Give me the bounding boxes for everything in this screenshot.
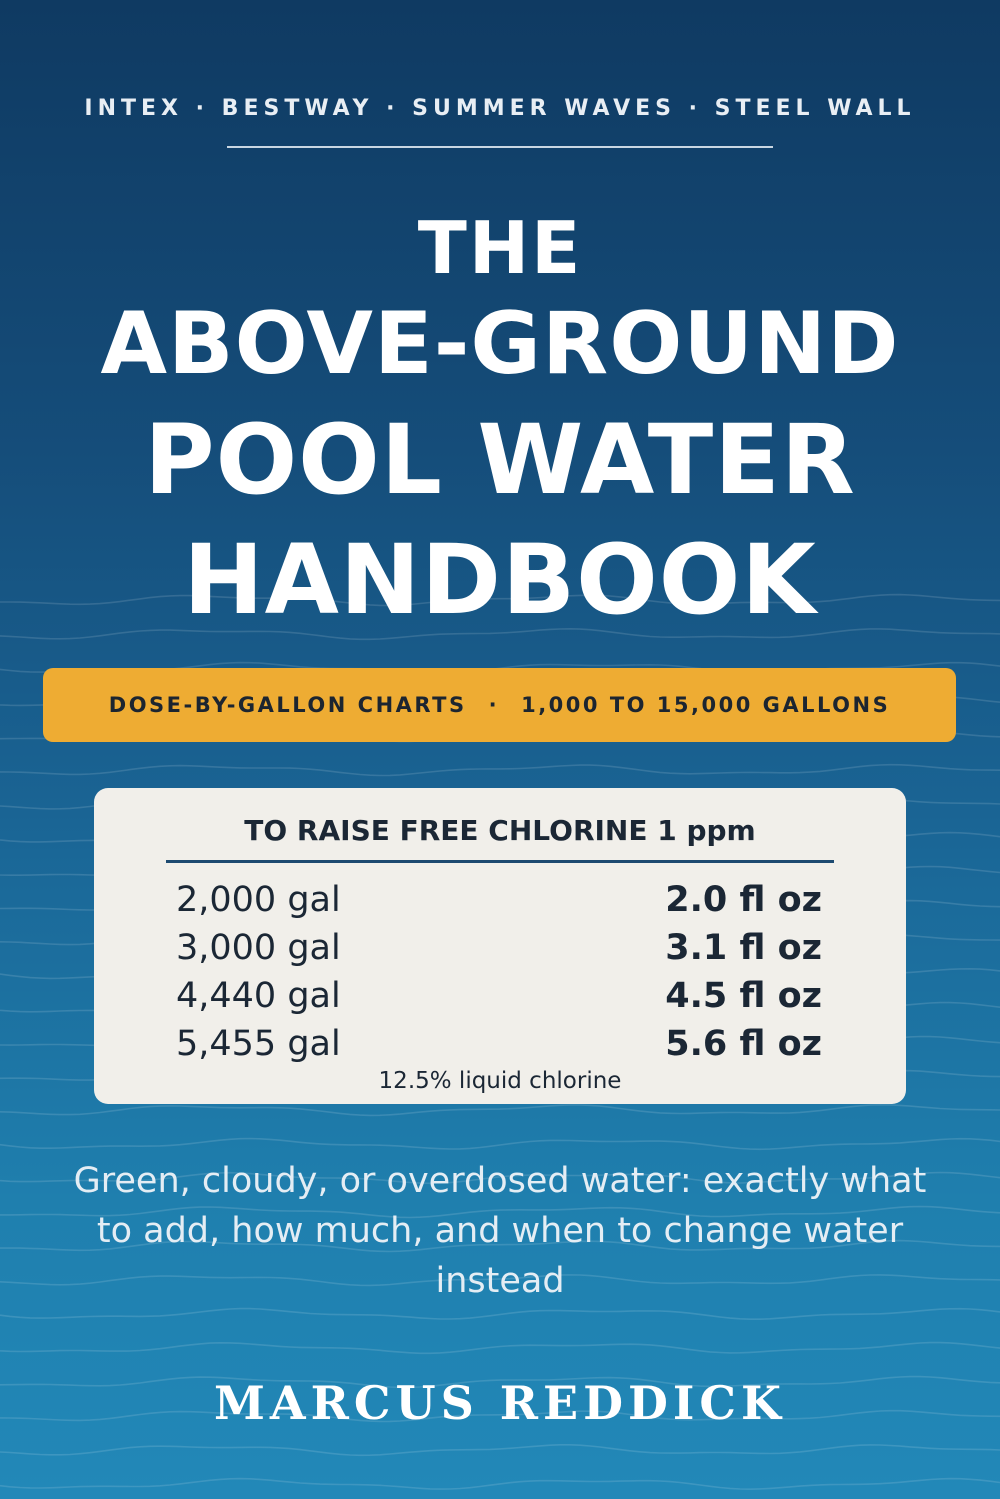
tagline: Green, cloudy, or overdosed water: exactly what to add, how much, and when to change water instead (73, 1161, 927, 1301)
banner-separator: · (488, 693, 500, 717)
wave-line (0, 1445, 1000, 1456)
wave-line (0, 1139, 1000, 1150)
dose-row-amount: 2.0 fl oz (665, 880, 822, 920)
title-line-4: HANDBOOK (183, 524, 817, 636)
wave-line (0, 1479, 1000, 1490)
dose-row (94, 928, 906, 976)
dose-row-gallons: 2,000 gal (176, 880, 341, 920)
dose-row (94, 1024, 906, 1072)
dose-row-gallons: 3,000 gal (176, 928, 341, 968)
dose-chart-heading: TO RAISE FREE CHLORINE 1 ppm (244, 814, 756, 847)
wave-line (0, 765, 1000, 776)
dose-row-amount: 4.5 fl oz (665, 976, 822, 1016)
dose-row-amount: 5.6 fl oz (665, 1024, 822, 1064)
wave-line (0, 1105, 1000, 1116)
brand-list: INTEX · BESTWAY · SUMMER WAVES · STEEL WALL (84, 96, 916, 121)
title-line-1: THE (417, 206, 583, 290)
banner-right-text: 1,000 TO 15,000 GALLONS (521, 693, 891, 717)
dose-row-gallons: 5,455 gal (176, 1024, 341, 1064)
wave-line (0, 1343, 1000, 1354)
dose-chart-divider (166, 860, 834, 863)
wave-line (0, 1309, 1000, 1320)
dose-row-gallons: 4,440 gal (176, 976, 341, 1016)
banner-left-text: DOSE-BY-GALLON CHARTS (108, 693, 467, 717)
title-line-3: POOL WATER (144, 404, 856, 516)
title-line-2: ABOVE-GROUND (100, 294, 900, 394)
dose-chart-note: 12.5% liquid chlorine (378, 1068, 622, 1094)
author-name: MARCUS REDDICK (214, 1376, 786, 1430)
brand-divider (227, 146, 773, 148)
dose-row-amount: 3.1 fl oz (665, 928, 822, 968)
dose-row (94, 976, 906, 1024)
dose-chart-card (94, 788, 906, 1104)
feature-banner (43, 668, 956, 742)
dose-row (94, 880, 906, 928)
